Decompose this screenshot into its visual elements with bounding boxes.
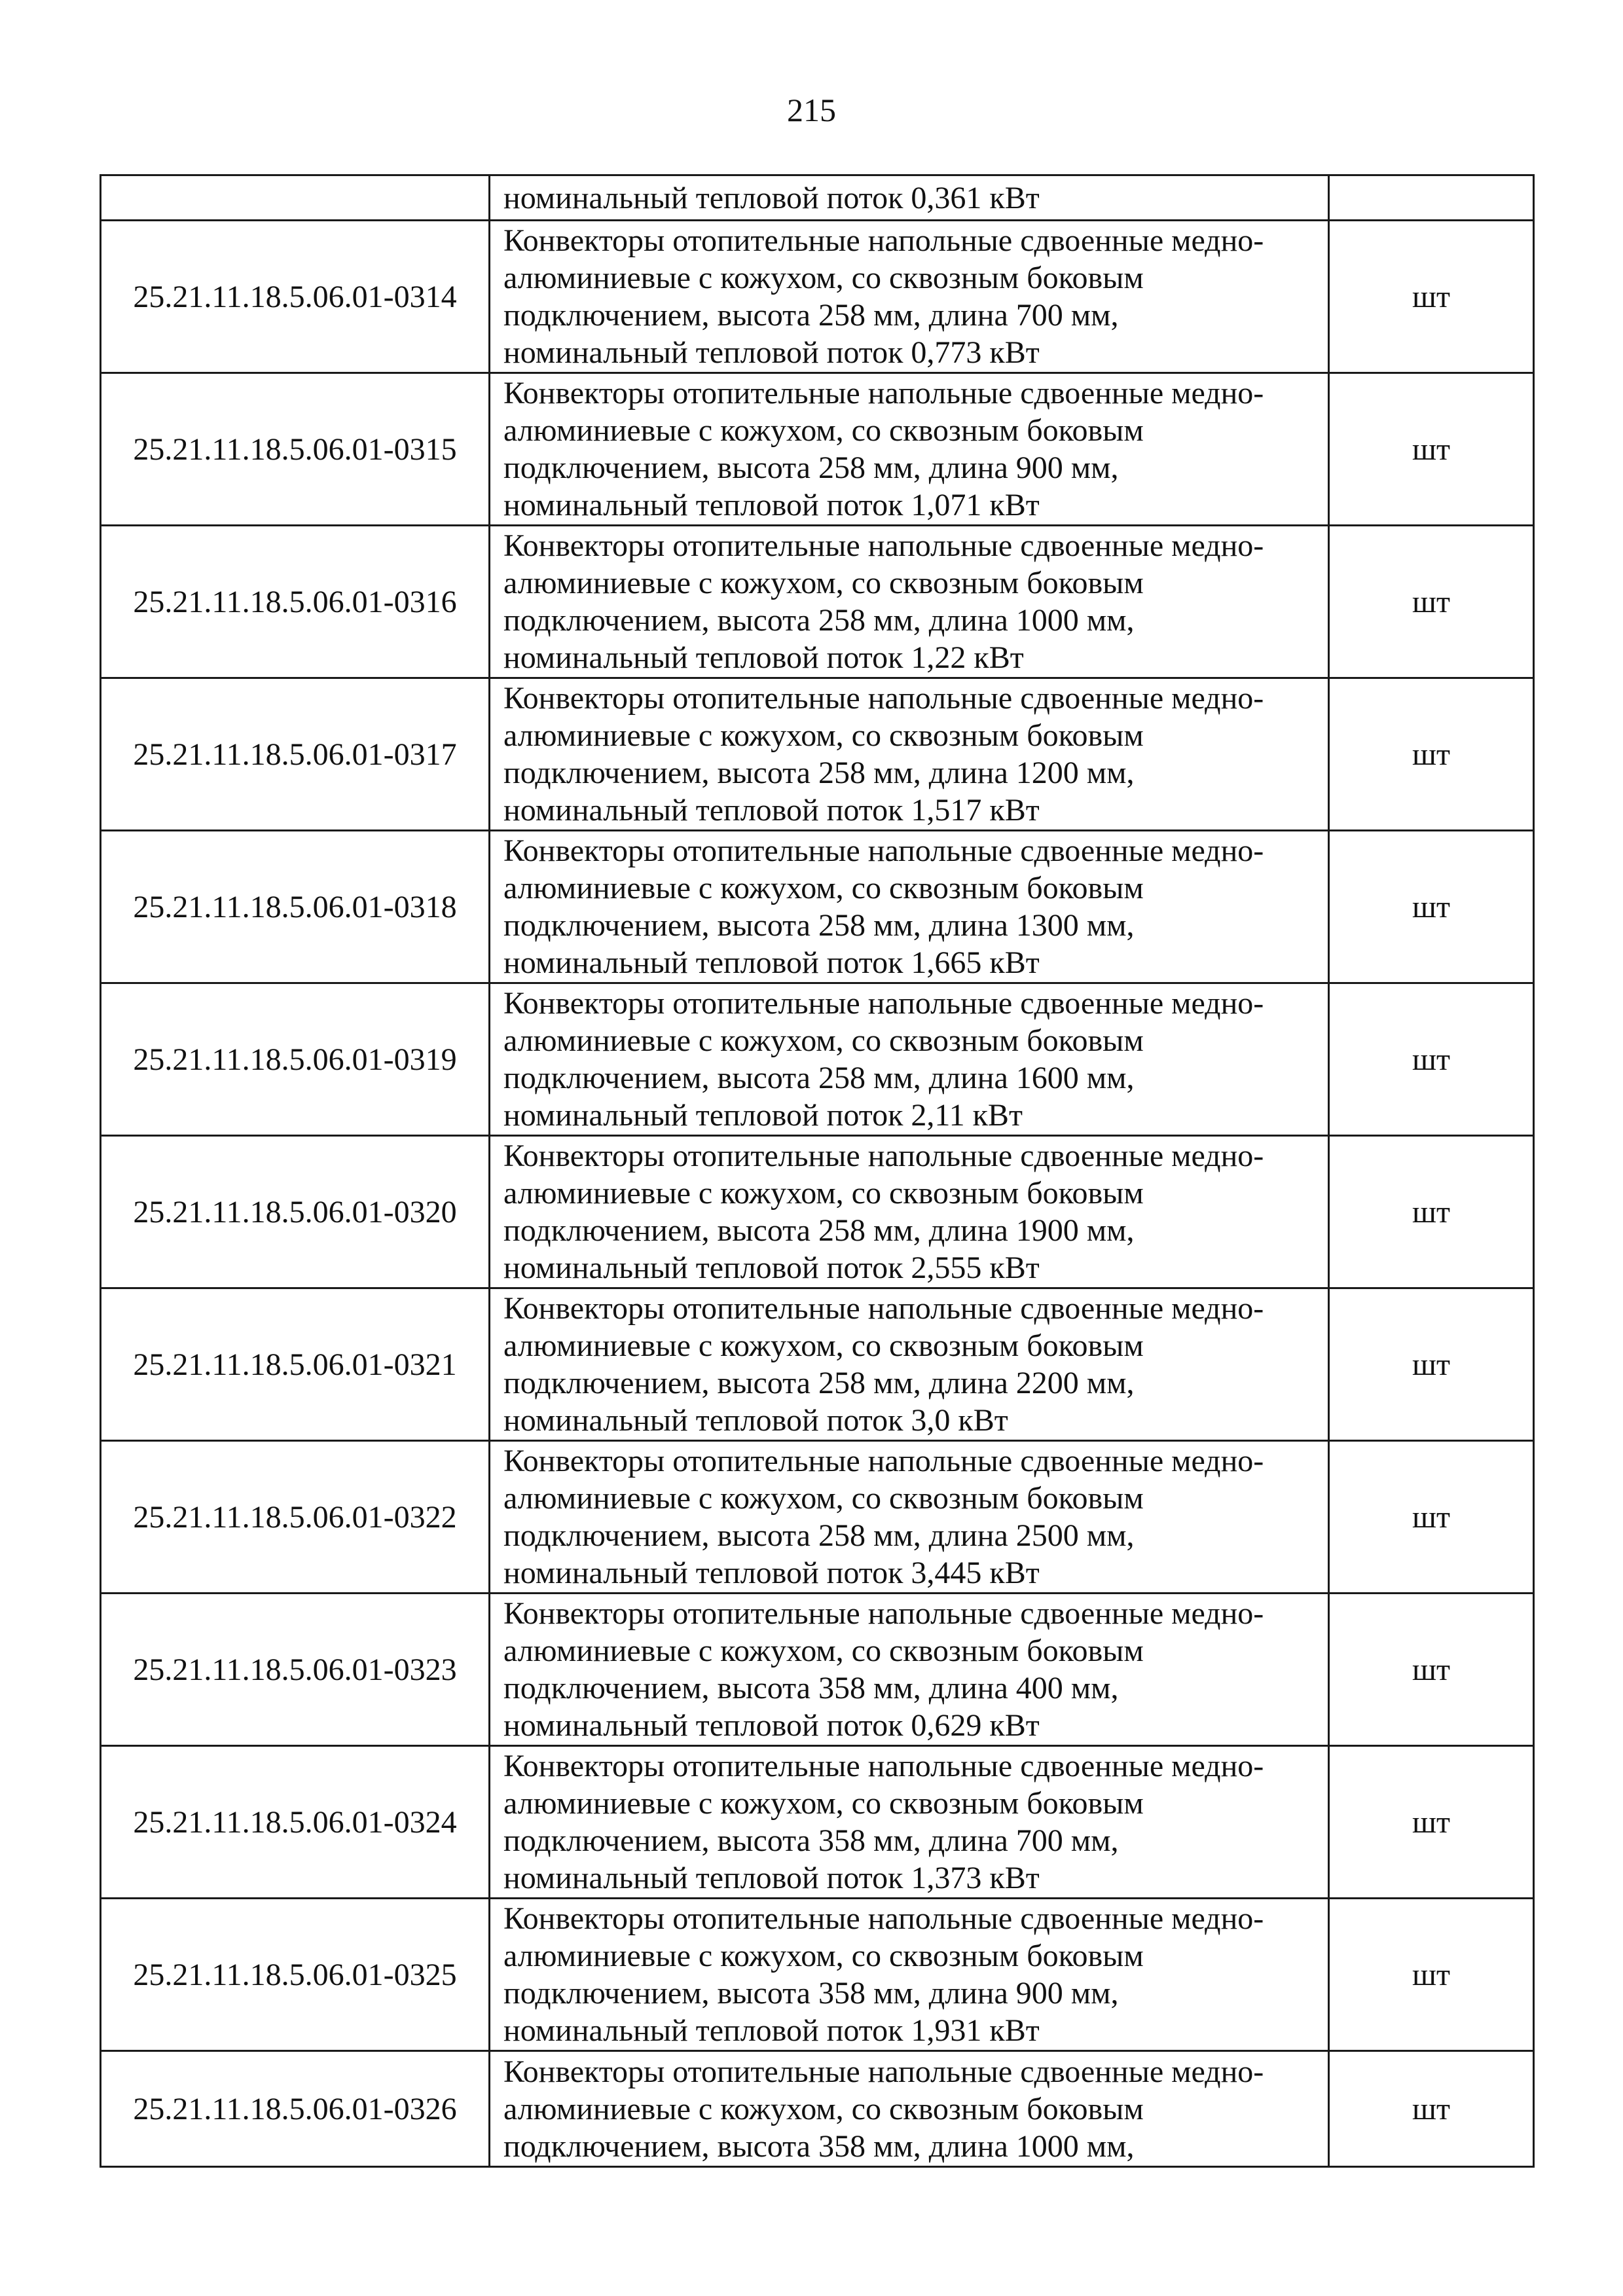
- code-cell: 25.21.11.18.5.06.01-0325: [101, 1899, 490, 2051]
- unit-cell: шт: [1329, 2051, 1534, 2167]
- code-cell: 25.21.11.18.5.06.01-0317: [101, 678, 490, 831]
- code-cell: 25.21.11.18.5.06.01-0314: [101, 221, 490, 373]
- description-line: подключением, высота 258 мм, длина 1200 мм,: [503, 756, 1135, 790]
- description-line: Конвекторы отопительные напольные сдвоенные медно-: [503, 376, 1264, 410]
- table-row: [101, 831, 1534, 983]
- code-cell: 25.21.11.18.5.06.01-0320: [101, 1136, 490, 1288]
- unit-cell: шт: [1329, 526, 1534, 678]
- description-cell: [490, 678, 1329, 831]
- description-cell: [490, 1594, 1329, 1746]
- description-line: Конвекторы отопительные напольные сдвоенные медно-: [503, 1444, 1264, 1478]
- table-row-continuation: [101, 175, 1534, 221]
- unit-cell: шт: [1329, 1441, 1534, 1594]
- table-row: [101, 2051, 1534, 2167]
- description-line: Конвекторы отопительные напольные сдвоенные медно-: [503, 986, 1264, 1021]
- unit-cell: [1329, 175, 1534, 221]
- description-line: номинальный тепловой поток 1,071 кВт: [503, 488, 1040, 522]
- description-cell: [490, 983, 1329, 1136]
- description-line: подключением, высота 258 мм, длина 700 мм,: [503, 298, 1119, 333]
- description-cell: [490, 831, 1329, 983]
- unit-cell: шт: [1329, 1288, 1534, 1441]
- table-row: [101, 526, 1534, 678]
- table-row: [101, 1899, 1534, 2051]
- unit-cell: шт: [1329, 1136, 1534, 1288]
- page-number: 215: [787, 92, 836, 128]
- table-row: [101, 1441, 1534, 1594]
- description-line: Конвекторы отопительные напольные сдвоенные медно-: [503, 528, 1264, 563]
- unit-cell: шт: [1329, 221, 1534, 373]
- description-line: Конвекторы отопительные напольные сдвоенные медно-: [503, 681, 1264, 716]
- description-line: подключением, высота 258 мм, длина 2200 мм,: [503, 1366, 1135, 1400]
- description-line: номинальный тепловой поток 3,445 кВт: [503, 1556, 1040, 1590]
- description-line: алюминиевые с кожухом, со сквозным боковым: [503, 1481, 1144, 1516]
- description-line: подключением, высота 358 мм, длина 700 мм,: [503, 1823, 1119, 1858]
- code-cell: 25.21.11.18.5.06.01-0315: [101, 373, 490, 526]
- table-row: [101, 1746, 1534, 1899]
- description-line: алюминиевые с кожухом, со сквозным боковым: [503, 2091, 1144, 2126]
- description-line: алюминиевые с кожухом, со сквозным боковым: [503, 1633, 1144, 1668]
- description-line: номинальный тепловой поток 1,931 кВт: [503, 2013, 1040, 2048]
- description-line: алюминиевые с кожухом, со сквозным боковым: [503, 718, 1144, 753]
- description-line: Конвекторы отопительные напольные сдвоенные медно-: [503, 1901, 1264, 1936]
- description-line: номинальный тепловой поток 1,22 кВт: [503, 640, 1024, 675]
- description-line: подключением, высота 258 мм, длина 1000 мм,: [503, 603, 1135, 638]
- description-line: подключением, высота 358 мм, длина 400 мм,: [503, 1671, 1119, 1705]
- description-line: номинальный тепловой поток 3,0 кВт: [503, 1403, 1008, 1438]
- description-line: номинальный тепловой поток 1,373 кВт: [503, 1861, 1040, 1895]
- unit-cell: шт: [1329, 373, 1534, 526]
- code-cell: 25.21.11.18.5.06.01-0318: [101, 831, 490, 983]
- unit-cell: шт: [1329, 678, 1534, 831]
- code-cell: [101, 175, 490, 221]
- description-line: алюминиевые с кожухом, со сквозным боковым: [503, 1023, 1144, 1058]
- unit-cell: шт: [1329, 1899, 1534, 2051]
- description-line: алюминиевые с кожухом, со сквозным боковым: [503, 1176, 1144, 1211]
- description-line: алюминиевые с кожухом, со сквозным боковым: [503, 566, 1144, 600]
- unit-cell: шт: [1329, 831, 1534, 983]
- resource-table: [100, 174, 1535, 2168]
- description-cell: [490, 1746, 1329, 1899]
- description-cell: [490, 175, 1329, 221]
- description-line: алюминиевые с кожухом, со сквозным боковым: [503, 1939, 1144, 1973]
- description-line: алюминиевые с кожухом, со сквозным боковым: [503, 413, 1144, 448]
- code-cell: 25.21.11.18.5.06.01-0322: [101, 1441, 490, 1594]
- description-line: номинальный тепловой поток 2,555 кВт: [503, 1250, 1040, 1285]
- code-cell: 25.21.11.18.5.06.01-0319: [101, 983, 490, 1136]
- description-line: алюминиевые с кожухом, со сквозным боковым: [503, 261, 1144, 295]
- description-cell: [490, 221, 1329, 373]
- description-line: подключением, высота 258 мм, длина 1300 мм,: [503, 908, 1135, 943]
- table-row: [101, 373, 1534, 526]
- unit-cell: шт: [1329, 983, 1534, 1136]
- description-line: номинальный тепловой поток 0,773 кВт: [503, 335, 1040, 370]
- description-line: номинальный тепловой поток 0,361 кВт: [503, 180, 1040, 215]
- description-cell: [490, 1136, 1329, 1288]
- description-line: Конвекторы отопительные напольные сдвоенные медно-: [503, 1749, 1264, 1783]
- description-line: Конвекторы отопительные напольные сдвоенные медно-: [503, 1291, 1264, 1326]
- description-line: алюминиевые с кожухом, со сквозным боковым: [503, 871, 1144, 905]
- table-row: [101, 1594, 1534, 1746]
- description-line: Конвекторы отопительные напольные сдвоенные медно-: [503, 223, 1264, 258]
- description-line: Конвекторы отопительные напольные сдвоенные медно-: [503, 833, 1264, 868]
- description-line: подключением, высота 258 мм, длина 1600 мм,: [503, 1061, 1135, 1095]
- description-line: номинальный тепловой поток 2,11 кВт: [503, 1098, 1023, 1133]
- code-cell: 25.21.11.18.5.06.01-0316: [101, 526, 490, 678]
- description-line: подключением, высота 258 мм, длина 900 мм,: [503, 450, 1119, 485]
- unit-cell: шт: [1329, 1746, 1534, 1899]
- code-cell: 25.21.11.18.5.06.01-0326: [101, 2051, 490, 2167]
- code-cell: 25.21.11.18.5.06.01-0323: [101, 1594, 490, 1746]
- table-row: [101, 678, 1534, 831]
- description-line: подключением, высота 358 мм, длина 1000 мм,: [503, 2128, 1135, 2164]
- description-line: алюминиевые с кожухом, со сквозным боковым: [503, 1328, 1144, 1363]
- description-line: подключением, высота 258 мм, длина 2500 мм,: [503, 1518, 1135, 1553]
- description-cell: [490, 1441, 1329, 1594]
- table-row: [101, 221, 1534, 373]
- description-line: номинальный тепловой поток 0,629 кВт: [503, 1708, 1040, 1743]
- description-line: номинальный тепловой поток 1,517 кВт: [503, 793, 1040, 828]
- description-cell: [490, 1288, 1329, 1441]
- description-line: Конвекторы отопительные напольные сдвоенные медно-: [503, 1596, 1264, 1631]
- description-cell: [490, 2051, 1329, 2167]
- table-row: [101, 1288, 1534, 1441]
- description-line: алюминиевые с кожухом, со сквозным боковым: [503, 1786, 1144, 1821]
- description-line: Конвекторы отопительные напольные сдвоенные медно-: [503, 1139, 1264, 1173]
- description-cell: [490, 526, 1329, 678]
- description-line: подключением, высота 258 мм, длина 1900 мм,: [503, 1213, 1135, 1248]
- description-line: номинальный тепловой поток 1,665 кВт: [503, 945, 1040, 980]
- description-line: подключением, высота 358 мм, длина 900 мм,: [503, 1976, 1119, 2011]
- description-line: Конвекторы отопительные напольные сдвоенные медно-: [503, 2054, 1264, 2089]
- description-cell: [490, 373, 1329, 526]
- unit-cell: шт: [1329, 1594, 1534, 1746]
- table-row: [101, 1136, 1534, 1288]
- description-cell: [490, 1899, 1329, 2051]
- table-body: [101, 175, 1534, 2167]
- code-cell: 25.21.11.18.5.06.01-0324: [101, 1746, 490, 1899]
- code-cell: 25.21.11.18.5.06.01-0321: [101, 1288, 490, 1441]
- table-row: [101, 983, 1534, 1136]
